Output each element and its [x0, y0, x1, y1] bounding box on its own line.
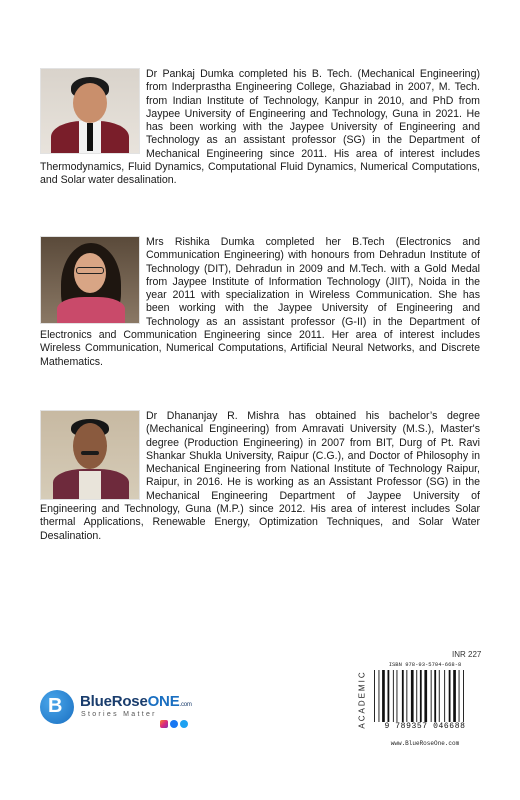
barcode-bars: [372, 670, 478, 722]
category-label: ACADEMIC: [357, 670, 367, 729]
barcode-bar: [411, 670, 414, 722]
bluerose-logo-icon: B: [40, 690, 74, 724]
barcode-bar: [406, 670, 407, 722]
publisher-name: BlueRoseONE.com: [80, 693, 192, 710]
barcode-bar: [374, 670, 375, 722]
publisher-website: www.BlueRoseOne.com: [390, 740, 460, 747]
barcode-bar: [453, 670, 456, 722]
twitter-icon: [180, 720, 188, 728]
barcode-bar: [424, 670, 427, 722]
author-bio-text: Mrs Rishika Dumka completed her B.Tech (Electronics and Communication Engineering) with honours from Dehradun Institute of Technology (DIT), Dehradun in 2009 and M.Tech. with a Gold Medal from Jaypee Institute of Information Technology (JIIT), Noida in the year 2011 with specialization in Wireless Communication. She has been working with the Jaypee University of Engineering and Technology as an assistant professor (G-II) in the Department of Electronics and Communication Engineering since 2011. Her area of interest includes Wireless Communication, Numerical Computations, Artificial Neural Networks, and Discrete Mathematics.: [40, 236, 480, 368]
author-photo-pankaj: [40, 68, 140, 154]
author-photo-dhananjay: [40, 410, 140, 500]
author-bio-2: [40, 236, 480, 369]
author-bio-text: Dr Pankaj Dumka completed his B. Tech. (Mechanical Engineering) from Inderprastha Engineering College, Ghaziabad in 2007, M. Tech. from Indian Institute of Technology, Kanpur in 2010, and PhD from Jaypee University of Engineering and Technology, Guna in 2021. He has been working with the Jaypee University of Engineering and Technology as an assistant professor (SG) in the Department of Mechanical Engineering since 2011. His area of interest includes Thermodynamics, Fluid Dynamics, Computational Fluid Dynamics, Numerical Computations, and Solar water desalination.: [40, 68, 480, 187]
barcode-bar: [459, 670, 460, 722]
price-label: INR 227: [452, 650, 482, 659]
barcode-bar: [444, 670, 445, 722]
barcode-bar: [463, 670, 464, 722]
facebook-icon: [170, 720, 178, 728]
isbn-barcode: [370, 661, 480, 739]
barcode-bar: [449, 670, 451, 722]
barcode-bar: [431, 670, 432, 722]
isbn-digits: 9 789357 046688: [384, 722, 466, 731]
barcode-bar: [379, 670, 380, 722]
author-bio-3: [40, 410, 480, 543]
social-icons: [160, 720, 190, 730]
instagram-icon: [160, 720, 168, 728]
author-photo-rishika: [40, 236, 140, 324]
author-bio-1: [40, 68, 480, 188]
barcode-bar: [439, 670, 440, 722]
barcode-bar: [382, 670, 385, 722]
barcode-bar: [402, 670, 404, 722]
author-bio-text: Dr Dhananjay R. Mishra has obtained his bachelor’s degree (Mechanical Engineering) from Amravati University (M.S.), Master's degree (Production Engineering) in 2007 from BIT, Durg of Pt. Ravi Shankar Shukla University, Raipur (C.G.), and Doctor of Philosophy in Mechanical Engineering from National Institute of Technology Raipur, Raipur, in 2016. He is working as an Assistant Professor (SG) in the Mechanical Engineering Department of Jaypee University of Engineering and Technology, Guna (M.P.) since 2012. His area of interest includes Solar thermal Applications, Renewable Energy, Optimization Techniques, and Solar Water Desalination.: [40, 410, 480, 542]
barcode-bar: [420, 670, 422, 722]
barcode-bar: [397, 670, 398, 722]
publisher-tagline: Stories Matter: [81, 711, 157, 718]
barcode-bar: [434, 670, 436, 722]
barcode-bar: [416, 670, 417, 722]
barcode-bar: [388, 670, 390, 722]
isbn-label: ISBN 978-93-5704-668-8: [388, 661, 462, 668]
barcode-bar: [393, 670, 394, 722]
